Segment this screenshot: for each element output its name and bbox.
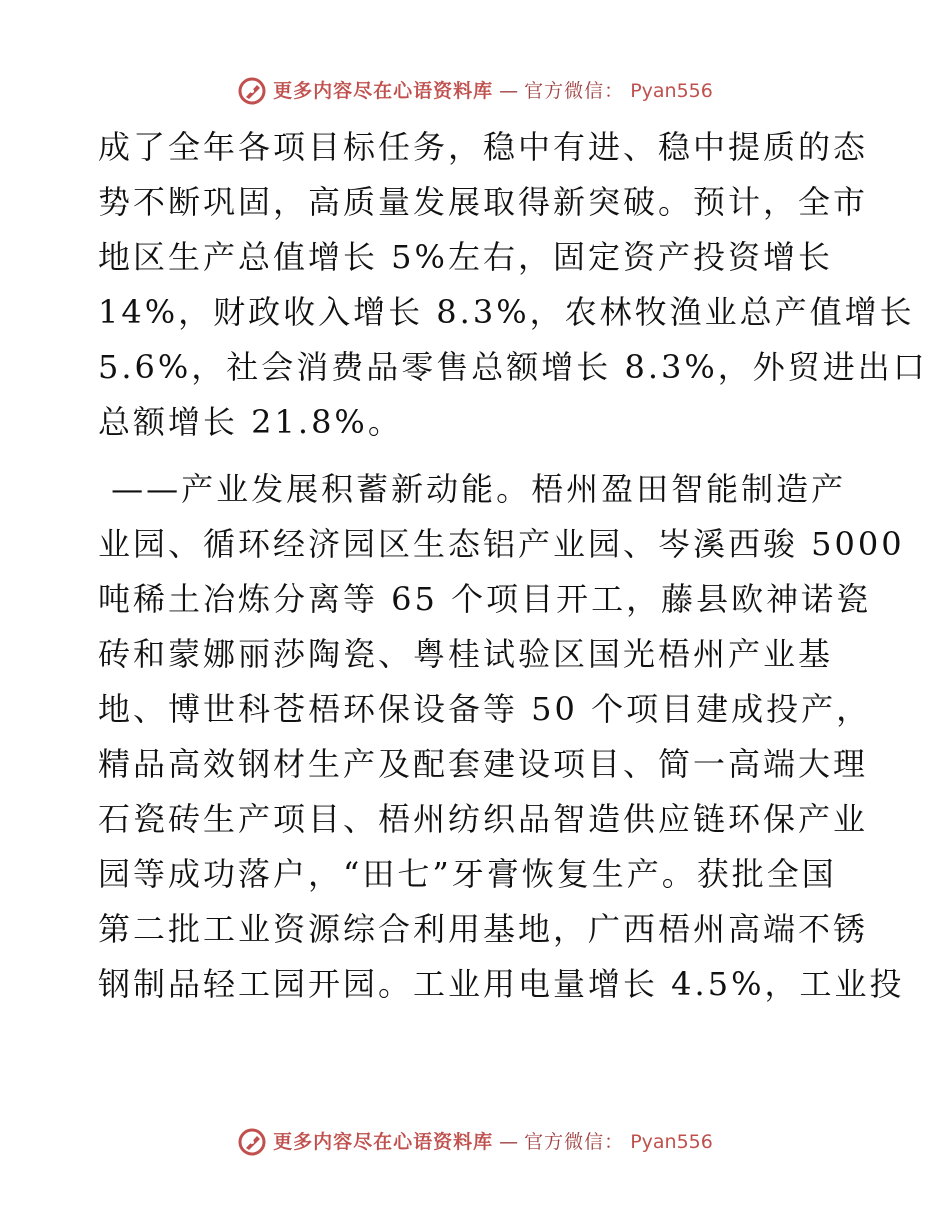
brand-text: 更多内容尽在心语资料库 bbox=[273, 80, 494, 102]
brand-text: 更多内容尽在心语资料库 bbox=[273, 1131, 494, 1153]
pen-logo-icon bbox=[237, 76, 267, 106]
text-line: 5.6%，社会消费品零售总额增长 8.3%，外贸进出口 bbox=[98, 348, 928, 386]
text-line: 势不断巩固，高质量发展取得新突破。预计，全市 bbox=[98, 183, 869, 221]
wechat-label: 官方微信： bbox=[524, 1131, 625, 1153]
text-line: 园等成功落户，“田七”牙膏恢复生产。获批全国 bbox=[98, 855, 837, 893]
document-body bbox=[98, 120, 928, 1012]
banner-separator: — bbox=[499, 80, 519, 102]
wechat-id: Pyan556 bbox=[630, 80, 713, 102]
wechat-id: Pyan556 bbox=[630, 1131, 713, 1153]
pen-logo-icon bbox=[237, 1127, 267, 1157]
header-banner bbox=[0, 76, 950, 106]
paragraph bbox=[98, 462, 905, 1012]
text-line: 第二批工业资源综合利用基地，广西梧州高端不锈 bbox=[98, 910, 869, 948]
paragraph bbox=[98, 120, 928, 450]
text-line: 总额增长 21.8%。 bbox=[98, 403, 403, 441]
text-line: 地、博世科苍梧环保设备等 50 个项目建成投产， bbox=[98, 690, 872, 728]
text-line: 吨稀土冶炼分离等 65 个项目开工，藤县欧神诺瓷 bbox=[98, 580, 872, 618]
text-line: 砖和蒙娜丽莎陶瓷、粤桂试验区国光梧州产业基 bbox=[98, 635, 834, 673]
footer-banner bbox=[0, 1127, 950, 1157]
text-line: ——产业发展积蓄新动能。梧州盈田智能制造产 bbox=[98, 470, 847, 508]
text-line: 钢制品轻工园开园。工业用电量增长 4.5%，工业投 bbox=[98, 965, 905, 1003]
text-line: 业园、循环经济园区生态铝产业园、岑溪西骏 5000 bbox=[98, 525, 905, 563]
wechat-label: 官方微信： bbox=[524, 80, 625, 102]
text-line: 精品高效钢材生产及配套建设项目、简一高端大理 bbox=[98, 745, 869, 783]
text-line: 地区生产总值增长 5%左右，固定资产投资增长 bbox=[98, 238, 833, 276]
paragraph-gap bbox=[98, 450, 868, 462]
text-line: 14%，财政收入增长 8.3%，农林牧渔业总产值增长 bbox=[98, 293, 915, 331]
text-line: 石瓷砖生产项目、梧州纺织品智造供应链环保产业 bbox=[98, 800, 869, 838]
text-line: 成了全年各项目标任务，稳中有进、稳中提质的态 bbox=[98, 128, 869, 166]
banner-separator: — bbox=[499, 1131, 519, 1153]
